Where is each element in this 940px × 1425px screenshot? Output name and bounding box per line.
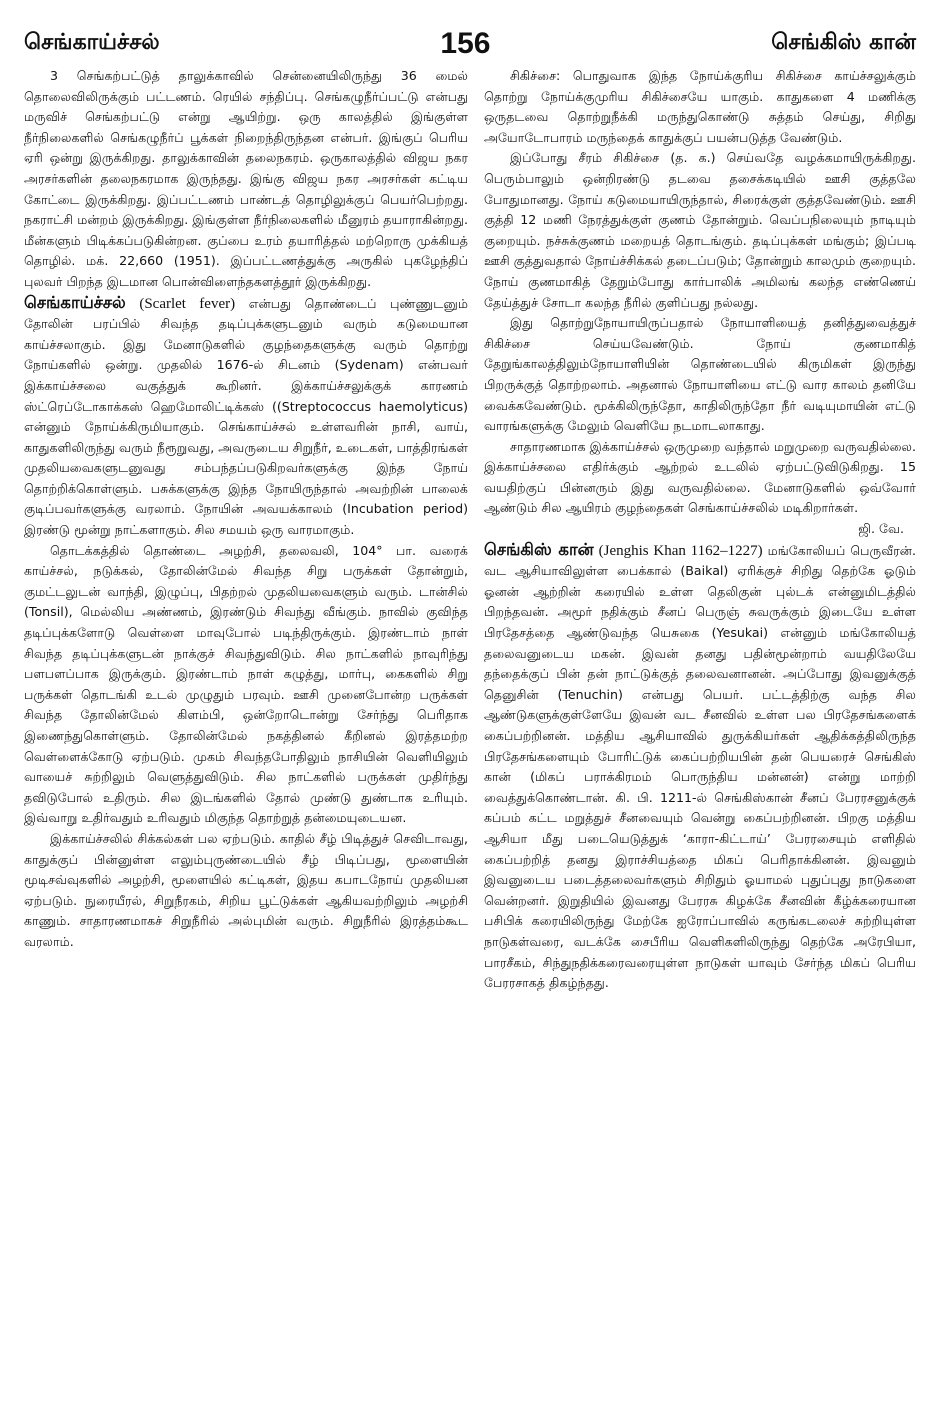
paragraph-isolation: இது தொற்றுநோயாயிருப்பதால் நோயாளியைத் தனித்துவைத்துச் சிகிச்சை செய்யவேண்டும். நோய் குணமாகித் தேறுங்காலத்திலும்நோயாளியின் தொண்டையில் கிருமிகள் இருந்து பிறருக்குத் தொற்றலாம். அதனால் நோயாளியை எட்டு வார காலம் தனியே வைக்கவேண்டும். மூக்கிலிருந்தோ, காதிலிருந்தோ நீர் வடியுமாயின் எட்டு வாரங்களுக்கு மேலும் வெளியே நடமாடலாகாது. — [484, 315, 916, 434]
paragraph-complications: இக்காய்ச்சலில் சிக்கல்கள் பல ஏற்படும். காதில் சீழ் பிடித்துச் செவிடாவது, காதுக்குப் பின்னுள்ள எலும்புருண்டையில் சீழ் பிடிப்பது, மூளையின் மூடிசவ்வுகளில் அழற்சி, மூளையில் கட்டிகள், இதய கபாடநோய் முதலியன ஏற்படும். நுரையீரல், சிறுநீரகம், சிறிய பூட்டுக்கள் ஆகியவற்றிலும் அழற்சி காணும். சாதாரணமாகச் சிறுநீரில் அல்புமின் வரும். சிறுநீரில் இரத்தம்கூட வரலாம். — [24, 830, 468, 949]
headword-english-jenghis-khan: (Jenghis Khan 1162–1227) — [598, 542, 763, 559]
paragraph-immunity: சாதாரணமாக இக்காய்ச்சல் ஒருமுறை வந்தால் மறுமுறை வருவதில்லை. இக்காய்ச்சலை எதிர்க்கும் ஆற்றல் உடலில் ஏற்பட்டுவிடுகிறது. 15 வயதிற்குப் பின்னரும் இது வருவதில்லை. மேனாடுகளில் ஒவ்வோர் ஆண்டும் சில ஆயிரம் குழந்தைகள் செங்காய்ச்சலில் மடிகிறார்கள். — [484, 438, 916, 516]
entry-jenghis-khan — [484, 540, 916, 994]
entry-scarlet-fever — [24, 293, 468, 541]
running-head — [24, 22, 916, 66]
right-column — [484, 66, 916, 1411]
author-signature: ஜி. வே. — [858, 521, 904, 537]
headword-english-scarlet-fever: (Scarlet fever) — [139, 295, 236, 312]
running-head-left: செங்காய்ச்சல் — [24, 30, 160, 55]
page-number: 156 — [440, 27, 491, 60]
paragraph-scarlet-fever-intro: என்பது தொண்டைப் புண்ணுடனும் தோலின் பரப்பில் சிவந்த தடிப்புக்களுடனும் வரும் கடுமையான காய்ச்சலாகும். இது மேனாடுகளில் குழந்தைகளுக்கு வரும் தொற்று நோய்களில் ஒன்று. முதலில் 1676-ல் சிடனம் (Sydenam) என்பவர் இக்காய்ச்சலை வகுத்துக் கூறினர். இக்காய்ச்சலுக்குக் காரணம் ஸ்ட்ரெப்டோகாக்கஸ் ஹெமோலிட்டிக்கஸ் ((Streptococcus haemolyticus) என்னும் நோய்க்கிருமியாகும். செங்காய்ச்சல் உள்ளவரின் நாசி, வாய், காதுகளிலிருந்து வரும் நீரூறுவது, அவருடைய சிறுநீர், உடைகள், பாத்திரங்கள் முதலியவைகளுடனுவது சம்பந்தப்படுகிறவர்களுக்கு இந்த நோய் தொற்றிக்கொள்ளும். பசுக்களுக்கு இந்த நோயிருந்தால் அவற்றின் பாலைக் குடிப்பவர்களுக்கு வரலாம். நோயின் அவயக்காலம் (Incubation period) இரண்டு மூன்று நாட்களாகும். சில சமயம் ஒரு வாரமாகும். — [24, 295, 468, 538]
left-column — [24, 66, 468, 1411]
paragraph-jenghis-khan: மங்கோலியப் பெருவீரன். வட ஆசியாவிலுள்ள பைக்கால் (Baikal) ஏரிக்குச் சிறிது தெற்கே ஓடும் ஓனன் ஆற்றின் கரையில் உள்ள தெலிகுன் புல்டக் என்னுமிடத்தில் பிறந்தவன். அமூர் நதிக்கும் சீனப் பெருஞ் சுவருக்கும் இடையே உள்ள பிரதேசத்தை ஆண்டுவந்த யெசுகை (Yesukai) என்னும் மங்கோலியத் தலைவனுடைய மகன். இவன் தனது பதின்மூன்றாம் வயதிலேயே தந்தைக்குப் பின் தன் நாட்டுக்குத் தலைவனானன். அப்போது இவனுக்குத் தெனுசின் (Tenuchin) என்பது பெயர். பட்டத்திற்கு வந்த சில ஆண்டுகளுக்குள்ளேயே இவன் வட சீனவில் உள்ள பல பிரதேசங்களைக் கைப்பற்றினன். மத்திய ஆசியாவில் துருக்கியர்கள் ஆதிக்கத்திலிருந்த பிரதேசங்களையும் போரிட்டுக் கைப்பற்றியபின் தன் பெயரைச் செங்கிஸ் கான் (மிகப் பராக்கிரமம் பொருந்திய மன்னன்) என்று மாற்றி வைத்துக்கொண்டான். கி. பி. 1211-ல் செங்கிஸ்கான் சீனப் பேரரசனுக்குக் கப்பம் கட்ட மறுத்துச் சீனவையும் வென்று கைப்பற்றினன். பிறகு மத்திய ஆசியா மீது படையெடுத்துக் ‘காரா-கிட்டாய்’ பேரரசையும் எளிதில் கைப்பற்றித் தனது இராச்சியத்தை மிகப் பெரிதாக்கினன். இவனும் இவனுடைய படைத்தலைவர்களும் சிறிதும் ஓயாமல் புதுப்புது நாடுகளை வென்றனர். இறுதியில் இவனது பேரரசு கிழக்கே சீனவின் கீழ்க்கரையான பசிபிக் கரையிலிருந்து மேற்கே ஐரோப்பாவில் கருங்கடலைச் சுற்றியுள்ள நாடுகள்வரை, வடக்கே சைபீரிய வெளிகளிலிருந்து தெற்கே அரேபியா, பாரசீகம், சிந்துநதிக்கரைவரையுள்ள நாடுகள் யாவும் சேர்ந்த மிகப் பெரிய பேரரசாகத் திகழ்ந்தது. — [484, 542, 916, 991]
paragraph-serum: இப்போது சீரம் சிகிச்சை (த. க.) செய்வதே வழக்கமாயிருக்கிறது. பெரும்பாலும் ஒன்றிரண்டு தடவை தசைக்கடியில் ஊசி குத்தலே போதுமானது. நோய் கடுமையாயிருந்தால், சிரைக்குள் குத்தவேண்டும். ஊசி குத்தி 12 மணி நேரத்துக்குள் குணம் தோன்றும். வெப்பநிலையும் நாடியும் குறையும். நச்சுக்குணம் மறையத் தொடங்கும். தடிப்புக்கள் மங்கும்; இப்படி ஊசி குத்துவதால் நோய்ச்சிக்கல் தடைப்படும்; தோன்றும் காலமும் குறையும். நோய் குணமாகித் தேறும்போது கார்பாலிக் அமிலங் கலந்த எண்ணெய் தேய்த்துச் சோடா கலந்த நீரில் குளிப்பது நல்லது. — [484, 150, 916, 310]
headword-jenghis-khan: செங்கிஸ் கான் — [484, 539, 594, 559]
paragraph-symptoms: தொடக்கத்தில் தொண்டை அழற்சி, தலைவலி, 104° பா. வரைக் காய்ச்சல், நடுக்கல், தோலின்மேல் சிவந்த சிறு பருக்கள் தோன்றும், குமட்டலுடன் வாந்தி, இழுப்பு, பிதற்றல் முதலியவைகளும் வரும். டான்சில் (Tonsil), மெல்லிய அண்ணம், இரண்டும் சிவந்து வீங்கும். நாவில் குவிந்த தடிப்புக்களோடு வெள்ளை மாவுபோல் படிந்திருக்கும். இரண்டாம் நாள் சிவந்த தடிப்புக்களுடன் நாக்குச் சிவந்துவிடும். சில நாட்களில் நாவுரிந்து பளபளப்பாக இருக்கும். இரண்டாம் நாள் கழுத்து, மார்பு, கைகளில் சிறு பருக்கள் தொடங்கி உடல் முழுதும் பரவும். ஊசி முனைபோன்ற பருக்கள் சிவந்த தோலின்மேல் கிளம்பி, ஒன்றோடொன்று சேர்ந்து பெரிதாக இணைந்துகொள்ளும். தோலின்மேல் நகத்தினல் கீறினல் இரத்தமற்ற வெள்ளைக்கோடு ஏற்படும். முகம் சிவந்தபோதிலும் நாசியின் வெளியிலும் வாயைச் சுற்றிலும் வெளுத்துவிடும். சில நாட்களில் பருக்கள் முதிர்ந்து தவிடுபோல் உதிரும். சில இடங்களில் தோல் முண்டு துண்டாக உரியும். இவ்வாறு உதிர்வதும் உரிவதும் மிகுந்த தொற்றுத் தன்மையுடையன. — [24, 542, 468, 826]
paragraph-chengalpattu: 3 செங்கற்பட்டுத் தாலுக்காவில் சென்னையிலிருந்து 36 மைல் தொலைவிலிருக்கும் பட்டணம். ரெயில் சந்திப்பு. செங்கழுநீர்ப்பட்டு என்பது மருவிச் செங்கற்பட்டு என்று ஆயிற்று. ஒரு காலத்தில் இங்குள்ள நீர்நிலைகளில் செங்கழுநீர்ப் பூக்கள் நிறைந்திருந்தன என்பர். இங்குப் பெரிய ஏரி ஒன்று இருக்கிறது. தாலுக்காவின் தலைநகரம். ஒருகாலத்தில் விஜய நகர அரசர்களின் தலைநகரமாக இருந்தது. இங்கு விஜய நகர அரசர்கள் கட்டிய கோட்டை இருக்கிறது. இப்பட்டணம் பாண்டத் தொழிலுக்குப் பெயர்பெற்றது. நகராட்சி மன்றம் இருக்கிறது. இங்குள்ள நீர்நிலைகளில் மீனுரம் தயாராகின்றது. மீன்களும் பிடிக்கப்படுகின்றன. குப்பை உரம் தயாரித்தல் மற்றொரு முக்கியத் தொழில். மக். 22,660 (1951). இப்பட்டணத்துக்கு அருகில் புகழேந்திப் புலவர் பிறந்த இடமான பொன்விளைந்தகளத்தூர் இருக்கிறது. — [24, 68, 468, 289]
running-head-right: செங்கிஸ் கான் — [771, 30, 916, 55]
paragraph-treatment: சிகிச்சை: பொதுவாக இந்த நோய்க்குரிய சிகிச்சை காய்ச்சலுக்கும் தொற்று நோய்க்குமுரிய சிகிச்சையே யாகும். காதுகளை 4 மணிக்கு ஒருதடவை தொற்றுநீக்கி மருந்துகொண்டு சுத்தம் செய்து, சிறிது அயோடோபாரம் மருந்தைக் காதுக்குப் பயன்படுத்த வேண்டும். — [484, 68, 916, 145]
headword-scarlet-fever: செங்காய்ச்சல் — [24, 292, 126, 312]
